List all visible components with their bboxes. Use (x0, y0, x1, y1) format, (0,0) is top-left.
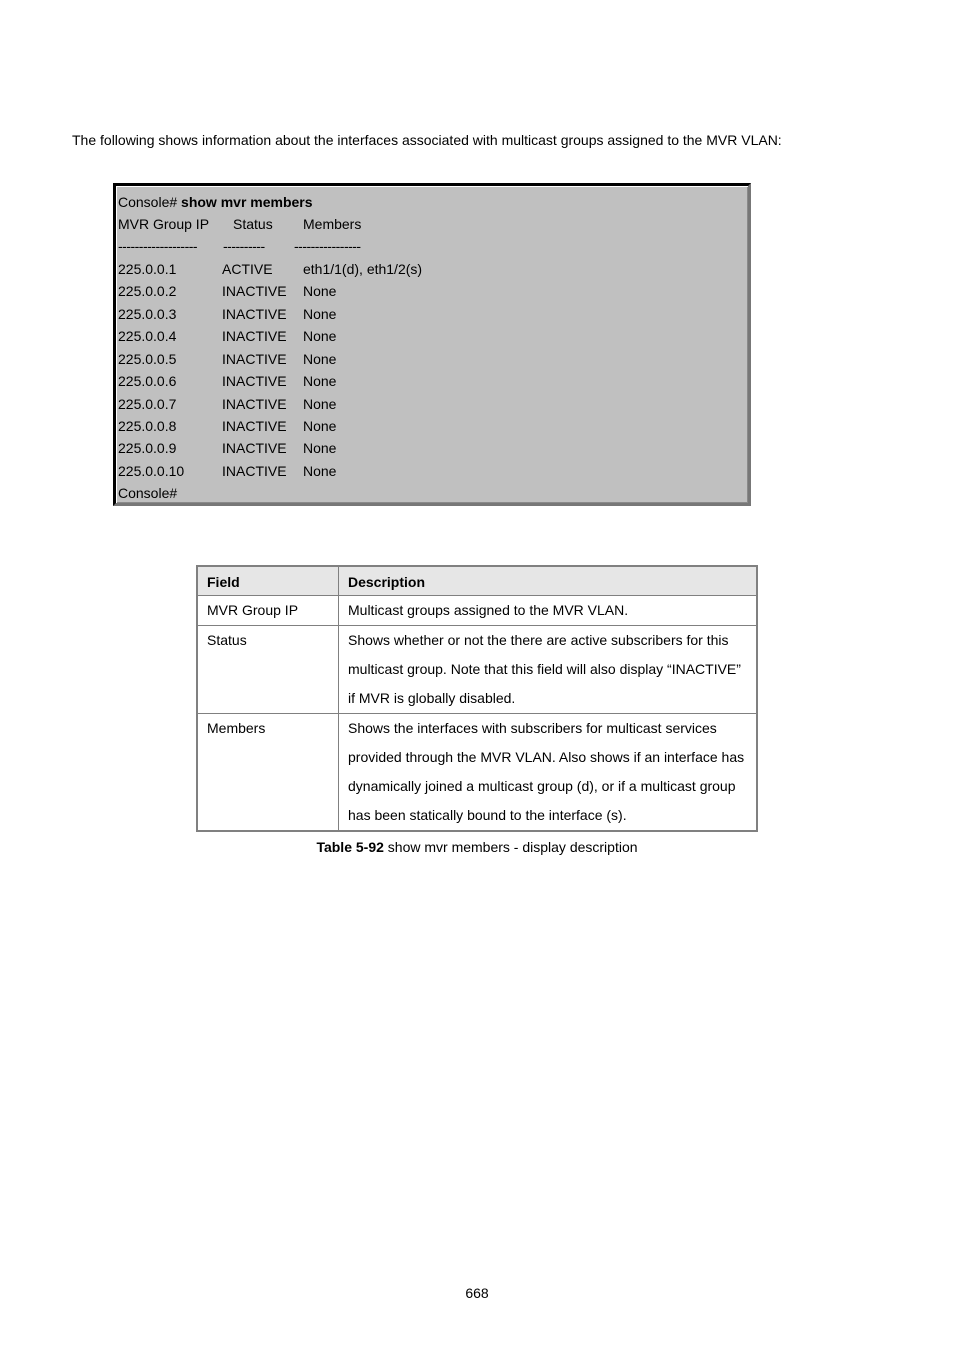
description-table (196, 565, 758, 832)
row-status: INACTIVE (222, 440, 287, 456)
row-members: None (303, 463, 337, 479)
row-members: None (303, 418, 337, 434)
row-members: None (303, 351, 337, 367)
row-status: ACTIVE (222, 261, 273, 277)
divider-1: ------------------- (118, 238, 198, 254)
description-cell: Shows whether or not the there are active subscribers for this multicast group. Note that this field will also display “INACTIVE” if MVR is globally disabled. (339, 626, 758, 714)
row-members: None (303, 306, 337, 322)
row-members: None (303, 373, 337, 389)
field-cell: Members (197, 714, 339, 832)
table-row (197, 714, 757, 832)
row-group-ip: 225.0.0.4 (118, 328, 177, 344)
row-members: None (303, 328, 337, 344)
table-row (197, 596, 757, 626)
description-cell: Multicast groups assigned to the MVR VLAN. (339, 596, 758, 626)
row-status: INACTIVE (222, 351, 287, 367)
header-description: Description (339, 566, 758, 596)
row-status: INACTIVE (222, 418, 287, 434)
row-status: INACTIVE (222, 283, 287, 299)
header-field: Field (197, 566, 339, 596)
caption-text: show mvr members - display description (383, 839, 638, 855)
end-prompt-text: Console# (118, 485, 178, 501)
row-group-ip: 225.0.0.2 (118, 283, 177, 299)
row-members: eth1/1(d), eth1/2(s) (303, 261, 423, 277)
row-group-ip: 225.0.0.1 (118, 261, 177, 277)
row-group-ip: 225.0.0.7 (118, 396, 177, 412)
divider-2: ---------- (223, 238, 265, 254)
divider-3: ---------------- (294, 238, 361, 254)
console-output-box (113, 183, 751, 506)
row-status: INACTIVE (222, 328, 287, 344)
row-group-ip: 225.0.0.8 (118, 418, 177, 434)
row-group-ip: 225.0.0.5 (118, 351, 177, 367)
row-status: INACTIVE (222, 306, 287, 322)
row-status: INACTIVE (222, 463, 287, 479)
header-group-ip: MVR Group IP (118, 216, 210, 232)
header-members: Members (303, 216, 362, 232)
table-header-row (197, 566, 757, 596)
caption-label: Table 5-92 (316, 839, 384, 855)
field-cell: Status (197, 626, 339, 714)
row-members: None (303, 396, 337, 412)
field-cell: MVR Group IP (197, 596, 339, 626)
console-command: show mvr members (181, 194, 313, 210)
row-status: INACTIVE (222, 373, 287, 389)
table-row (197, 626, 757, 714)
row-group-ip: 225.0.0.9 (118, 440, 177, 456)
header-status: Status (233, 216, 273, 232)
row-group-ip: 225.0.0.6 (118, 373, 177, 389)
table-caption (0, 838, 954, 856)
row-members: None (303, 283, 337, 299)
description-cell: Shows the interfaces with subscribers for multicast services provided through the MVR VLAN. Also shows if an interface has dynamically joined a multicast group (d), or if a multicast group has been statically bound to the interface (s). (339, 714, 758, 832)
page-number: 668 (465, 1285, 489, 1301)
row-status: INACTIVE (222, 396, 287, 412)
intro-paragraph: The following shows information about the interfaces associated with multicast groups assigned to the MVR VLAN: (72, 132, 782, 148)
row-group-ip: 225.0.0.10 (118, 463, 185, 479)
console-prompt: Console# (118, 194, 178, 210)
row-members: None (303, 440, 337, 456)
row-group-ip: 225.0.0.3 (118, 306, 177, 322)
